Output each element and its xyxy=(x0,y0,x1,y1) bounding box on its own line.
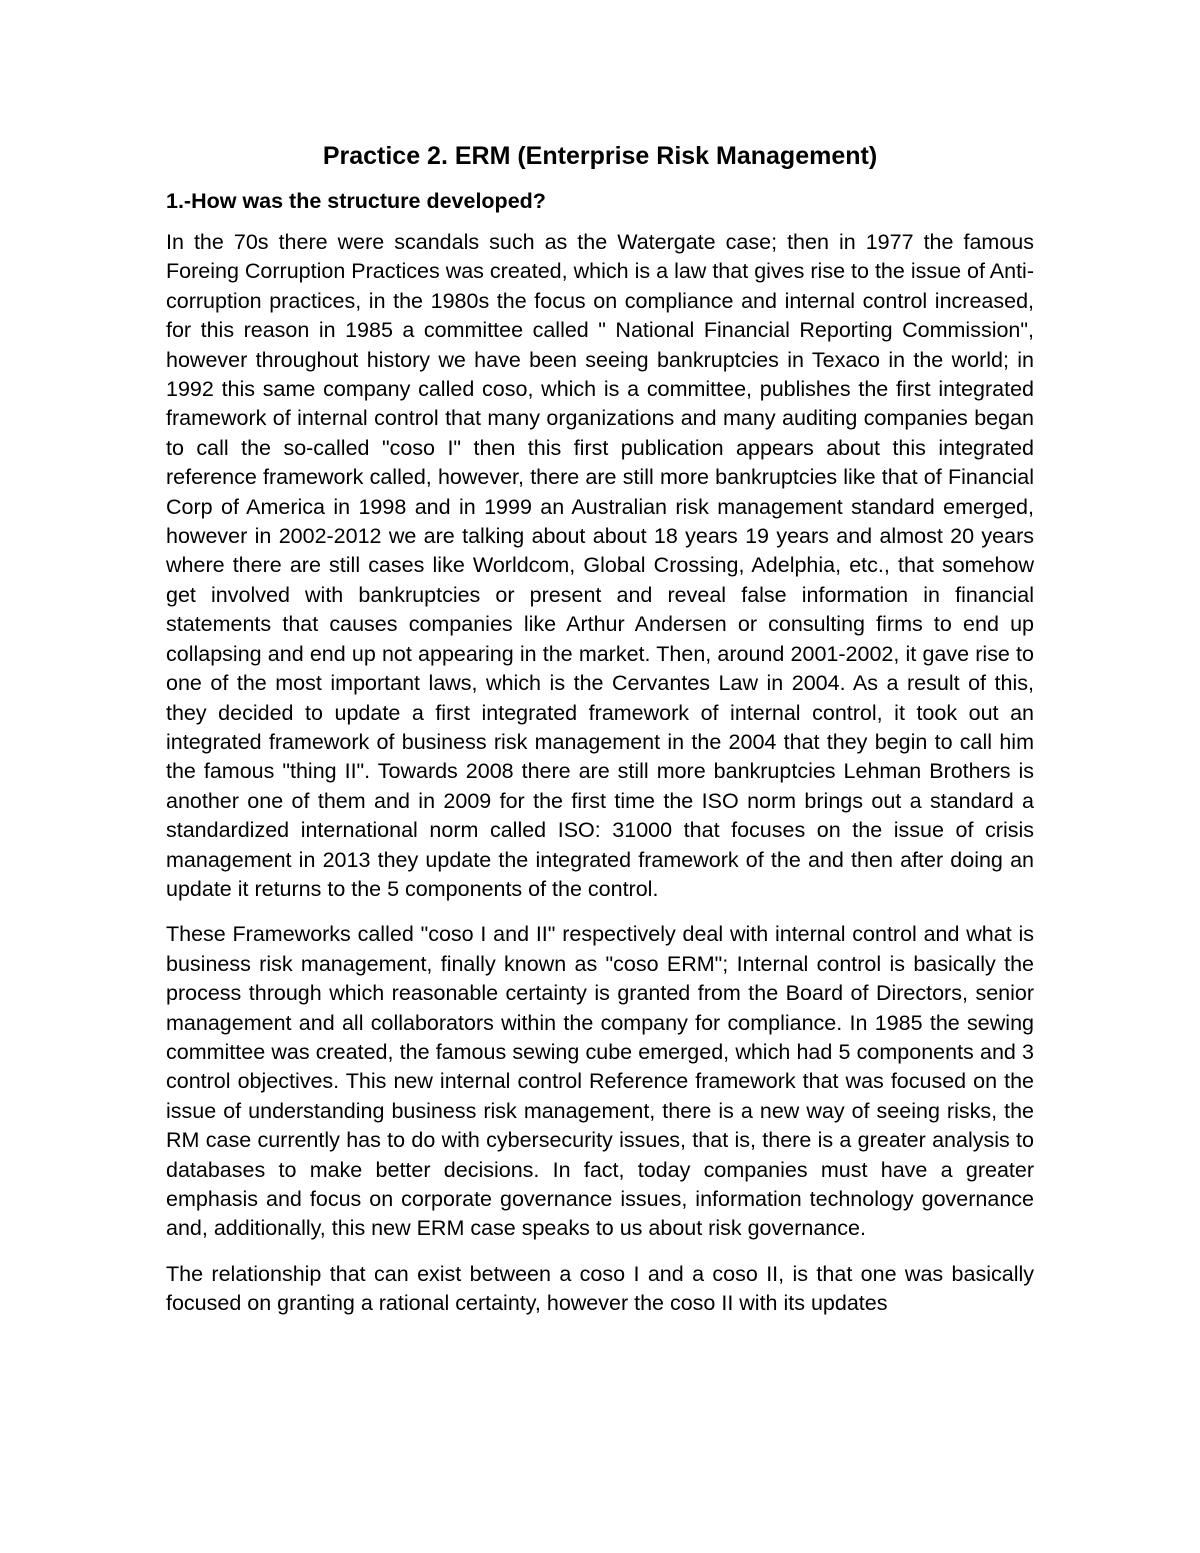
document-page xyxy=(166,138,1034,1335)
section-heading: 1.-How was the structure developed? xyxy=(166,189,546,213)
paragraph-frameworks: These Frameworks called "coso I and II" respectively deal with internal control and what is business risk management, finally known as "coso ERM"; Internal control is basically the process through which reasonable certainty is granted from the Board of Directors, senior management and all collaborators within the company for compliance. In 1985 the sewing committee was created, the famous sewing cube emerged, which had 5 components and 3 control objectives. This new internal control Reference framework that was focused on the issue of understanding business risk management, there is a new way of seeing risks, the RM case currently has to do with cybersecurity issues, that is, there is a greater analysis to databases to make better decisions. In fact, today companies must have a greater emphasis and focus on corporate governance issues, information technology governance and, additionally, this new ERM case speaks to us about risk governance. xyxy=(166,922,1034,1241)
document-title: Practice 2. ERM (Enterprise Risk Management) xyxy=(322,142,878,170)
paragraph-history: In the 70s there were scandals such as the Watergate case; then in 1977 the famous Foreing Corruption Practices was created, which is a law that gives rise to the issue of Anti-corruption practices, in the 1980s the focus on compliance and internal control increased, for this reason in 1985 a committee called " National Financial Reporting Commission", however throughout history we have been seeing bankruptcies in Texaco in the world; in 1992 this same company called coso, which is a committee, publishes the first integrated framework of internal control that many organizations and many auditing companies began to call the so-called "coso I" then this first publication appears about this integrated reference framework called, however, there are still more bankruptcies like that of Financial Corp of America in 1998 and in 1999 an Australian risk management standard emerged, however in 2002-2012 we are talking about about 18 years 19 years and almost 20 years where there are still cases like Worldcom, Global Crossing, Adelphia, etc., that somehow get involved with bankruptcies or present and reveal false information in financial statements that causes companies like Arthur Andersen or consulting firms to end up collapsing and end up not appearing in the market. Then, around 2001-2002, it gave rise to one of the most important laws, which is the Cervantes Law in 2004. As a result of this, they decided to update a first integrated framework of internal control, it took out an integrated framework of business risk management in the 2004 that they begin to call him the famous "thing II". Towards 2008 there are still more bankruptcies Lehman Brothers is another one of them and in 2009 for the first time the ISO norm brings out a standard a standardized international norm called ISO: 31000 that focuses on the issue of crisis management in 2013 they update the integrated framework of the and then after doing an update it returns to the 5 components of the control. xyxy=(166,230,1034,901)
paragraph-relationship: The relationship that can exist between a coso I and a coso II, is that one was basically focused on granting a rational certainty, however the coso II with its updates xyxy=(166,1261,1034,1316)
